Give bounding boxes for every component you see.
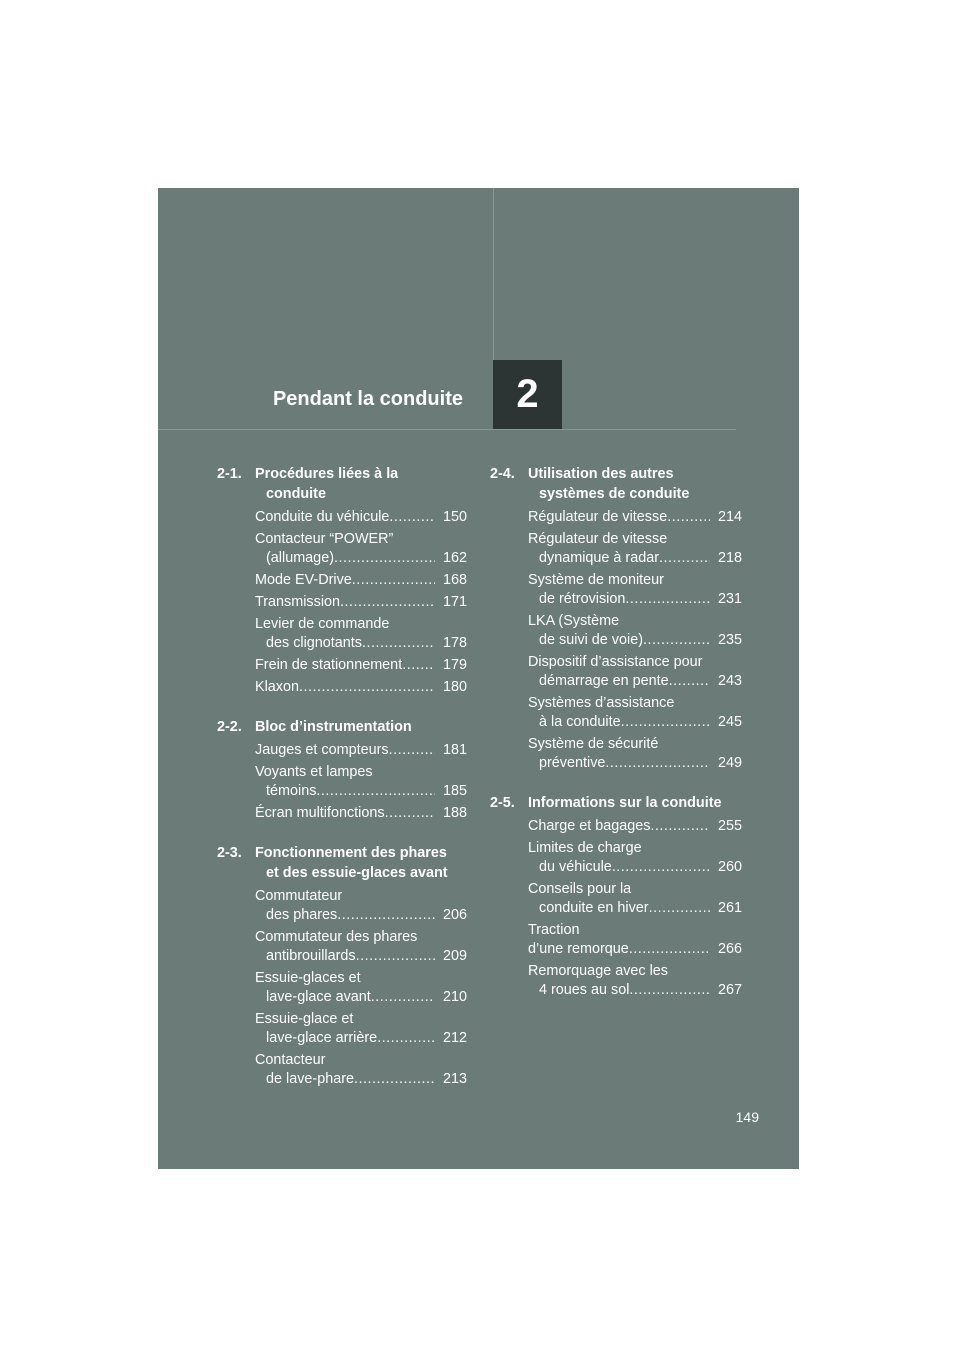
entry-line: Remorquage avec les <box>528 963 668 979</box>
entry-text <box>255 741 435 760</box>
dot-leader <box>625 590 710 609</box>
dot-leader <box>669 672 710 691</box>
entry-text <box>255 678 435 697</box>
entry-page-number: 249 <box>717 755 742 771</box>
toc-entry[interactable] <box>217 763 467 801</box>
entry-text <box>255 508 435 527</box>
entry-page-number: 231 <box>717 591 742 607</box>
entry-label: préventive <box>539 755 606 771</box>
entry-line: Traction <box>528 922 580 938</box>
entry-label: 4 roues au sol <box>539 982 630 998</box>
entry-page-number: 180 <box>442 679 467 695</box>
entry-line: Contacteur <box>255 1052 326 1068</box>
entry-page-number: 168 <box>442 572 467 588</box>
toc-entry[interactable] <box>217 1051 467 1089</box>
toc-section <box>490 464 742 773</box>
entry-last-line <box>255 1029 435 1048</box>
toc-section <box>217 464 467 697</box>
dot-leader <box>643 631 710 650</box>
toc-entry[interactable] <box>217 656 467 675</box>
dot-leader <box>629 940 710 959</box>
entry-label: Klaxon <box>255 679 300 695</box>
entry-label: Régulateur de vitesse <box>528 509 668 525</box>
toc-entry[interactable] <box>217 508 467 527</box>
toc-section <box>217 717 467 823</box>
entry-page-number: 235 <box>717 632 742 648</box>
entry-last-line <box>528 713 710 732</box>
toc-section <box>217 843 467 1089</box>
section-number: 2-3. <box>217 845 242 861</box>
entry-page-number: 185 <box>442 783 467 799</box>
entry-text <box>528 612 710 650</box>
entry-last-line <box>255 804 435 823</box>
entry-label: Jauges et compteurs <box>255 742 389 758</box>
entry-page-number: 266 <box>717 941 742 957</box>
dot-leader <box>389 508 435 527</box>
entry-page-number: 178 <box>442 635 467 651</box>
section-number: 2-1. <box>217 466 242 482</box>
entry-last-line <box>528 940 710 959</box>
entry-page-number: 255 <box>717 818 742 834</box>
section-heading[interactable] <box>217 717 467 737</box>
entry-last-line <box>255 656 435 675</box>
toc-entry[interactable] <box>217 530 467 568</box>
entry-last-line <box>255 947 435 966</box>
toc-entry[interactable] <box>490 921 742 959</box>
dot-leader <box>352 571 435 590</box>
dot-leader <box>316 782 435 801</box>
section-title <box>528 464 742 504</box>
toc-entry[interactable] <box>490 880 742 918</box>
entry-text <box>528 735 710 773</box>
entry-last-line <box>255 634 435 653</box>
entry-page-number: 181 <box>442 742 467 758</box>
dot-leader <box>337 906 435 925</box>
entry-text <box>528 530 710 568</box>
entry-text <box>255 804 435 823</box>
section-heading[interactable] <box>490 793 742 813</box>
entry-last-line <box>255 906 435 925</box>
entry-text <box>528 571 710 609</box>
entry-line: Régulateur de vitesse <box>528 531 668 547</box>
entry-last-line <box>528 899 710 918</box>
entry-page-number: 267 <box>717 982 742 998</box>
chapter-number-box: 2 <box>493 360 562 429</box>
entry-label: Conduite du véhicule <box>255 509 390 525</box>
toc-section <box>490 793 742 1000</box>
entry-last-line <box>255 593 435 612</box>
entry-page-number: 218 <box>717 550 742 566</box>
entry-last-line <box>528 858 710 877</box>
toc-entry[interactable] <box>217 615 467 653</box>
toc-entry[interactable] <box>490 735 742 773</box>
section-title <box>255 843 467 883</box>
entry-line: Dispositif d’assistance pour <box>528 654 703 670</box>
entry-text <box>528 653 710 691</box>
section-title-line: Utilisation des autres <box>528 466 674 482</box>
entry-label: (allumage) <box>266 550 334 566</box>
divider-horizontal <box>158 429 736 430</box>
dot-leader <box>354 1070 435 1089</box>
entry-page-number: 150 <box>442 509 467 525</box>
section-title <box>528 793 742 813</box>
section-title-line: Fonctionnement des phares <box>255 845 447 861</box>
toc-entry[interactable] <box>217 804 467 823</box>
entry-label: des phares <box>266 907 338 923</box>
entry-text <box>255 928 435 966</box>
entry-line: Systèmes d’assistance <box>528 695 675 711</box>
entry-text <box>255 571 435 590</box>
entry-label: démarrage en pente <box>539 673 669 689</box>
entry-last-line <box>528 981 710 1000</box>
dot-leader <box>377 1029 435 1048</box>
entry-label: Frein de stationnement <box>255 657 403 673</box>
entry-label: lave-glace arrière <box>266 1030 378 1046</box>
section-title-line: Bloc d’instrumentation <box>255 719 412 735</box>
entry-page-number: 214 <box>717 509 742 525</box>
entry-page-number: 162 <box>442 550 467 566</box>
dot-leader <box>621 713 710 732</box>
dot-leader <box>667 508 710 527</box>
entry-label: témoins <box>266 783 317 799</box>
toc-column-right <box>490 464 742 1020</box>
entry-text <box>528 921 710 959</box>
toc-entry[interactable] <box>217 928 467 966</box>
toc-column-left <box>217 464 467 1109</box>
entry-line: Système de moniteur <box>528 572 664 588</box>
divider-vertical <box>493 188 494 360</box>
entry-line: Levier de commande <box>255 616 390 632</box>
entry-last-line <box>255 741 435 760</box>
toc-entry[interactable] <box>217 571 467 590</box>
entry-page-number: 245 <box>717 714 742 730</box>
section-heading[interactable] <box>217 464 467 504</box>
dot-leader <box>629 981 710 1000</box>
entry-label: d’une remorque <box>528 941 629 957</box>
dot-leader <box>340 593 435 612</box>
entry-label: Écran multifonctions <box>255 805 385 821</box>
entry-text <box>255 1051 435 1089</box>
section-title-line: conduite <box>266 486 326 502</box>
entry-label: antibrouillards <box>266 948 356 964</box>
toc-entry[interactable] <box>490 571 742 609</box>
dot-leader <box>334 549 435 568</box>
chapter-title: Pendant la conduite <box>272 388 463 410</box>
entry-text <box>255 656 435 675</box>
dot-leader <box>659 549 710 568</box>
entry-last-line <box>255 571 435 590</box>
section-number: 2-5. <box>490 795 515 811</box>
entry-text <box>255 1010 435 1048</box>
entry-label: Mode EV-Drive <box>255 572 352 588</box>
entry-line: Voyants et lampes <box>255 764 373 780</box>
entry-last-line <box>528 549 710 568</box>
entry-label: de suivi de voie) <box>539 632 643 648</box>
entry-page-number: 260 <box>717 859 742 875</box>
entry-line: Commutateur <box>255 888 343 904</box>
entry-text <box>528 817 710 836</box>
dot-leader <box>612 858 710 877</box>
page-number: 149 <box>735 1109 759 1125</box>
entry-last-line <box>255 549 435 568</box>
entry-page-number: 171 <box>442 594 467 610</box>
entry-page-number: 213 <box>442 1071 467 1087</box>
dot-leader <box>389 741 435 760</box>
entry-last-line <box>255 988 435 1007</box>
toc-entry[interactable] <box>217 678 467 697</box>
entry-label: Transmission <box>255 594 341 610</box>
section-title-line: systèmes de conduite <box>539 486 690 502</box>
toc-entry[interactable] <box>217 969 467 1007</box>
entry-text <box>255 763 435 801</box>
toc-entry[interactable] <box>490 508 742 527</box>
section-heading[interactable] <box>217 843 467 883</box>
dot-leader <box>371 988 435 1007</box>
toc-entry[interactable] <box>490 653 742 691</box>
section-title <box>255 717 467 737</box>
entry-text <box>255 887 435 925</box>
section-heading[interactable] <box>490 464 742 504</box>
entry-page-number: 261 <box>717 900 742 916</box>
entry-page-number: 243 <box>717 673 742 689</box>
section-title <box>255 464 467 504</box>
entry-text <box>528 880 710 918</box>
entry-text <box>255 593 435 612</box>
entry-label: de rétrovision <box>539 591 626 607</box>
toc-entry[interactable] <box>217 1010 467 1048</box>
entry-line: Commutateur des phares <box>255 929 418 945</box>
section-title-line: Procédures liées à la <box>255 466 399 482</box>
entry-page-number: 209 <box>442 948 467 964</box>
toc-entry[interactable] <box>490 694 742 732</box>
entry-text <box>255 530 435 568</box>
entry-line: Limites de charge <box>528 840 642 856</box>
entry-line: LKA (Système <box>528 613 620 629</box>
toc-entry[interactable] <box>490 530 742 568</box>
toc-entry[interactable] <box>490 839 742 877</box>
toc-entry[interactable] <box>217 741 467 760</box>
dot-leader <box>385 804 435 823</box>
entry-label: de lave-phare <box>266 1071 355 1087</box>
entry-line: Système de sécurité <box>528 736 659 752</box>
entry-label: du véhicule <box>539 859 612 875</box>
entry-text <box>255 615 435 653</box>
dot-leader <box>402 656 435 675</box>
dot-leader <box>356 947 435 966</box>
dot-leader <box>649 899 710 918</box>
dot-leader <box>605 754 710 773</box>
section-title-line: et des essuie-glaces avant <box>266 865 448 881</box>
entry-last-line <box>255 678 435 697</box>
entry-last-line <box>528 817 710 836</box>
entry-label: des clignotants <box>266 635 362 651</box>
entry-last-line <box>528 508 710 527</box>
chapter-panel <box>158 188 799 1169</box>
entry-label: lave-glace avant <box>266 989 371 1005</box>
entry-line: Conseils pour la <box>528 881 632 897</box>
section-number: 2-2. <box>217 719 242 735</box>
entry-line: Contacteur “POWER” <box>255 531 394 547</box>
entry-page-number: 210 <box>442 989 467 1005</box>
dot-leader <box>650 817 710 836</box>
toc-entry[interactable] <box>217 887 467 925</box>
dot-leader <box>362 634 435 653</box>
entry-page-number: 212 <box>442 1030 467 1046</box>
entry-last-line <box>528 754 710 773</box>
entry-last-line <box>255 508 435 527</box>
entry-text <box>528 694 710 732</box>
entry-text <box>528 508 710 527</box>
entry-page-number: 179 <box>442 657 467 673</box>
section-number: 2-4. <box>490 466 515 482</box>
entry-last-line <box>255 1070 435 1089</box>
entry-last-line <box>528 590 710 609</box>
entry-label: dynamique à radar <box>539 550 659 566</box>
toc-entry[interactable] <box>490 817 742 836</box>
dot-leader <box>299 678 435 697</box>
entry-page-number: 188 <box>442 805 467 821</box>
toc-entry[interactable] <box>490 962 742 1000</box>
entry-last-line <box>528 631 710 650</box>
entry-label: conduite en hiver <box>539 900 649 916</box>
toc-entry[interactable] <box>490 612 742 650</box>
entry-label: Charge et bagages <box>528 818 651 834</box>
entry-text <box>528 962 710 1000</box>
entry-page-number: 206 <box>442 907 467 923</box>
entry-line: Essuie-glaces et <box>255 970 361 986</box>
entry-text <box>528 839 710 877</box>
entry-text <box>255 969 435 1007</box>
entry-last-line <box>528 672 710 691</box>
entry-last-line <box>255 782 435 801</box>
section-title-line: Informations sur la conduite <box>528 795 722 811</box>
toc-entry[interactable] <box>217 593 467 612</box>
entry-line: Essuie-glace et <box>255 1011 354 1027</box>
entry-label: à la conduite <box>539 714 621 730</box>
